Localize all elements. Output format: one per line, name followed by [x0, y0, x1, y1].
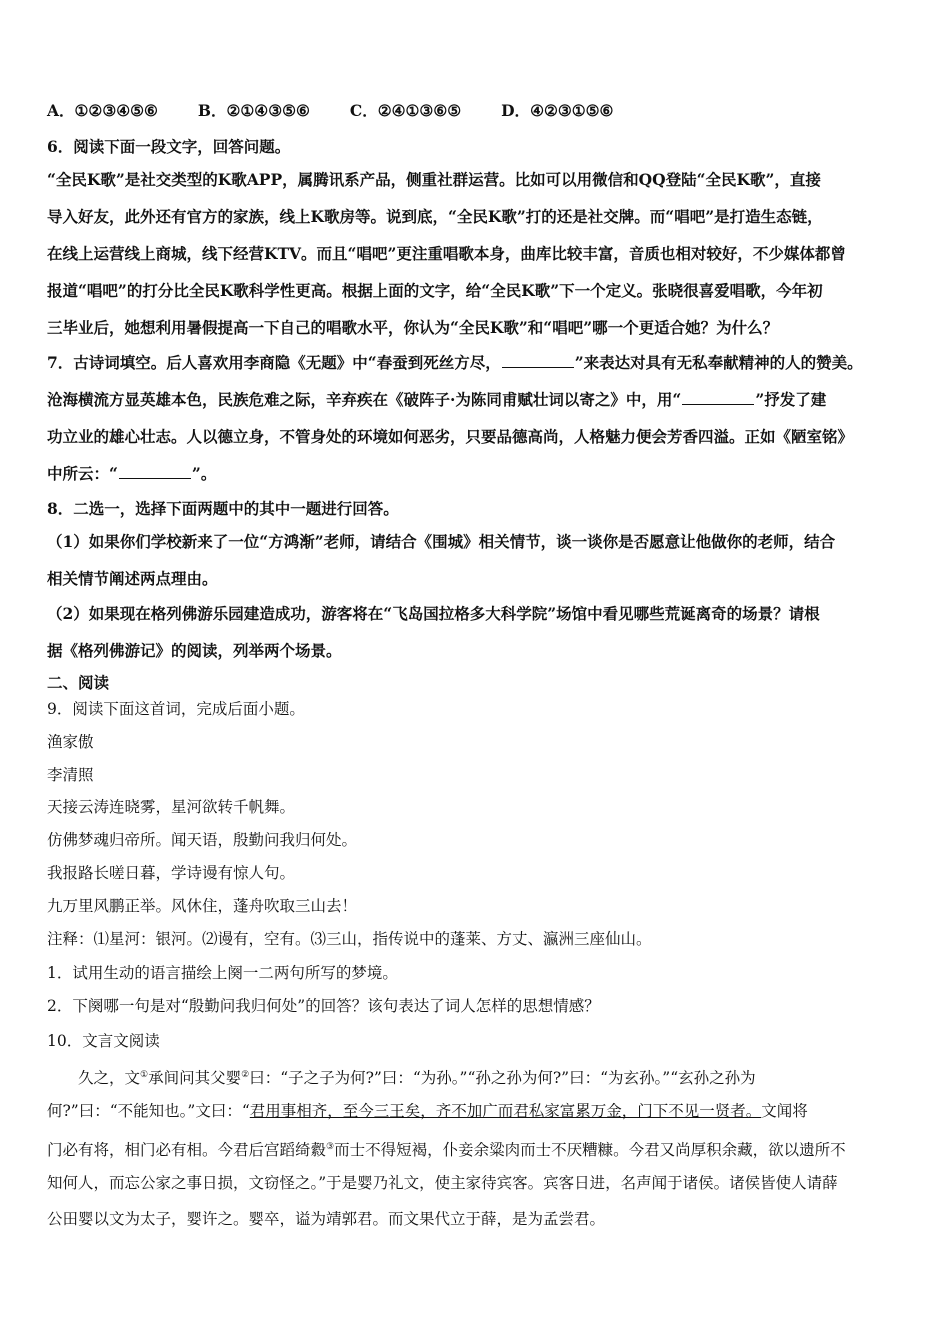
- q6-title: 6．阅读下面一段文字，回答问题。: [47, 137, 291, 156]
- passage-text: 久之，文: [78, 1069, 141, 1088]
- q7-line: [47, 390, 826, 410]
- q8-option-2: 据《格列佛游记》的阅读，列举两个场景。: [47, 641, 342, 660]
- q6-passage-line: 在线上运营线上商城，线下经营KTV。而且“唱吧”更注重唱歌本身，曲库比较丰富，音质也相对较好，不少媒体都曾: [47, 244, 846, 263]
- q6-passage-line: “全民K歌”是社交类型的K歌APP，属腾讯系产品，侧重社群运营。比如可以用微信和QQ登陆“全民K歌”，直接: [47, 170, 821, 189]
- q9-subquestion-1: 1．试用生动的语言描绘上阕一二两句所写的梦境。: [47, 964, 398, 982]
- q7-text: ”。: [191, 464, 217, 483]
- q7-line: [47, 464, 216, 484]
- option-a-label: A．: [47, 101, 75, 120]
- option-d-label: D．: [501, 101, 531, 120]
- underlined-sentence: 君用事相齐，至今三王矣，齐不加广而君私家富累万金，门下不见一贤者。: [249, 1102, 762, 1120]
- q8-title: 8．二选一，选择下面两题中的其中一题进行回答。: [47, 499, 399, 518]
- q8-option-1: （1）如果你们学校新来了一位“方鸿渐”老师，请结合《围城》相关情节，谈一谈你是否愿意让他做你的老师，结合: [47, 532, 836, 551]
- q9-title: 9．阅读下面这首词，完成后面小题。: [47, 700, 305, 718]
- passage-text: 而士不得短褐，仆妾余粱肉而士不厌糟糠。今君又尚厚积余藏，欲以遗所不: [334, 1141, 846, 1160]
- passage-text: 曰：“子之子为何?”曰：“为孙。”“孙之孙为何?”曰：“为玄孙。”“玄孙之孙为: [249, 1069, 756, 1088]
- fill-blank[interactable]: [119, 464, 191, 479]
- q6-passage-line: 报道“唱吧”的打分比全民K歌科学性更高。根据上面的文字，给“全民K歌”下一个定义。张晓很喜爱唱歌，今年初: [47, 281, 823, 300]
- section-heading: 二、阅读: [47, 673, 110, 692]
- q7-line: 功立业的雄心壮志。人以德立身，不管身处的环境如何恶劣，只要品德高尚，人格魅力便会芳香四溢。正如《陋室铭》: [47, 427, 854, 446]
- poem-title: 渔家傲: [47, 733, 94, 751]
- footnote-marker: ②: [241, 1070, 250, 1080]
- q7-line: [47, 353, 863, 373]
- q10-title: 10．文言文阅读: [47, 1032, 160, 1050]
- q6-passage-line: 导入好友，此外还有官方的家族，线上K歌房等。说到底，“全民K歌”打的还是社交牌。而“唱吧”是打造生态链，: [47, 207, 823, 226]
- q7-text: 沧海横流方显英雄本色，民族危难之际，辛弃疾在《破阵子·为陈同甫赋壮词以寄之》中，用“: [47, 390, 682, 409]
- poem-line: 天接云涛连晓雾，星河欲转千帆舞。: [47, 798, 296, 816]
- fill-blank[interactable]: [682, 390, 754, 405]
- option-b-label: B．: [197, 101, 227, 120]
- q8-option-2: （2）如果现在格列佛游乐园建造成功，游客将在“飞岛国拉格多大科学院”场馆中看见哪些荒诞离奇的场景？请根: [47, 604, 820, 623]
- q6-passage-line: 三毕业后，她想利用暑假提高一下自己的唱歌水平，你认为“全民K歌”和“唱吧”哪一个更适合她？为什么？: [47, 318, 779, 337]
- passage-text: 文闻将: [761, 1102, 808, 1120]
- q9-subquestion-2: 2．下阕哪一句是对“殷勤问我归何处”的回答？该句表达了词人怎样的思想情感？: [47, 997, 600, 1015]
- q7-text: 7．古诗词填空。后人喜欢用李商隐《无题》中“春蚕到死丝方尽，: [47, 353, 501, 372]
- answer-options: [47, 101, 613, 121]
- option-a-value: ①②③④⑤⑥: [74, 101, 158, 120]
- option-d-value: ④②③①⑤⑥: [530, 101, 614, 120]
- classical-passage-line: [47, 1137, 846, 1160]
- classical-passage-line: [47, 1101, 808, 1121]
- fill-blank[interactable]: [502, 353, 574, 368]
- option-b-value: ②①④③⑤⑥: [226, 101, 310, 120]
- q7-text: ”抒发了建: [755, 390, 827, 409]
- poem-line: 仿佛梦魂归帝所。闻天语，殷勤问我归何处。: [47, 831, 358, 849]
- classical-passage-line: 公田婴以文为太子，婴许之。婴卒，谥为靖郭君。而文果代立于薛，是为孟尝君。: [47, 1210, 606, 1228]
- passage-text: 承间问其父婴: [148, 1069, 242, 1088]
- poem-note: 注释：⑴星河：银河。⑵谩有，空有。⑶三山，指传说中的蓬莱、方丈、瀛洲三座仙山。: [47, 930, 652, 948]
- poem-line: 我报路长嗟日暮，学诗谩有惊人句。: [47, 864, 296, 882]
- classical-passage-line: 知何人，而忘公家之事日损，文窃怪之。”于是婴乃礼文，使主家待宾客。宾客日进，名声闻于诸侯。诸侯皆使人请薛: [47, 1174, 838, 1192]
- q7-text: 中所云：“: [47, 464, 118, 483]
- q8-option-1: 相关情节阐述两点理由。: [47, 569, 218, 588]
- footnote-marker: ①: [140, 1070, 149, 1080]
- option-c-value: ②④①③⑥⑤: [377, 101, 462, 120]
- passage-text: 何?”曰：“不能知也。”文曰：“: [47, 1102, 250, 1120]
- classical-passage-line: [78, 1065, 756, 1088]
- footnote-marker: ③: [326, 1142, 335, 1152]
- option-c-label: C．: [349, 101, 378, 120]
- poem-line: 九万里风鹏正举。风休住，蓬舟吹取三山去！: [47, 897, 358, 915]
- poem-author: 李清照: [47, 766, 94, 784]
- passage-text: 门必有将，相门必有相。今君后宫蹈绮縠: [47, 1141, 327, 1160]
- q7-text: ”来表达对具有无私奉献精神的人的赞美。: [574, 353, 863, 372]
